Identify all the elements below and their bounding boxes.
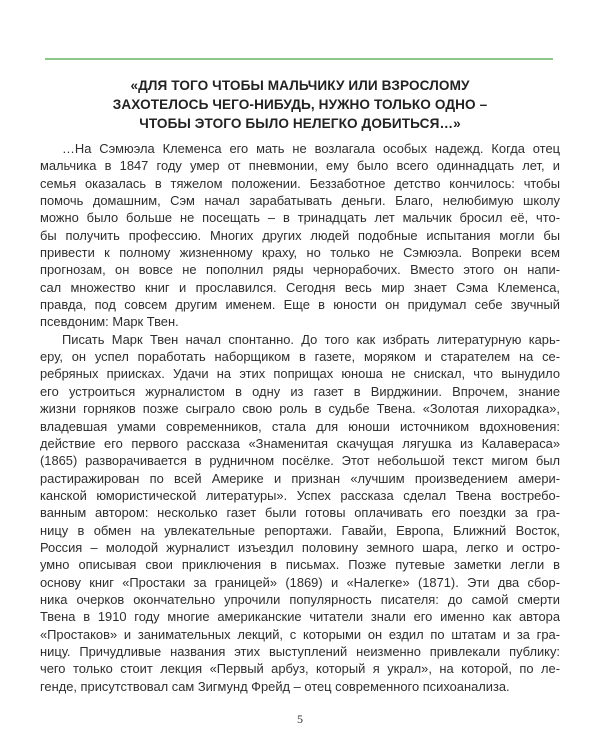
text-line: умно описывая свои приключения в письмах. Позже путевые заметки легли в — [40, 557, 560, 573]
text-line: мальчика в 1847 году умер от пневмонии, ему было всего одиннадцать лет, и — [40, 158, 560, 174]
paragraph-1 — [40, 140, 560, 331]
top-green-rule — [45, 58, 553, 60]
text-line: правда, под совсем другим именем. Еще в юности он придумал себе звучный — [40, 297, 560, 313]
text-line: можно было больше не посещать – в тринадцать лет мальчик бросил её, что- — [40, 210, 560, 226]
text-line: помочь домашним, Сэм начал зарабатывать деньги. Благо, нелюбимую школу — [40, 193, 560, 209]
text-line: владевшая умами современников, стала для юноши источником вдохновения: — [40, 418, 560, 434]
body-text — [40, 140, 560, 695]
text-line: канской юмористической литературы». Успех рассказа сделал Твена востребо- — [40, 487, 560, 503]
text-line: Твена в 1910 году многие американские читатели знали его именно как автора — [40, 609, 560, 625]
text-line: семья оказалась в тяжелом положении. Беззаботное детство кончилось: чтобы — [40, 175, 560, 191]
text-line: (1865) разворачивается в рудничном посёлке. Этот небольшой текст мигом был — [40, 453, 560, 469]
heading-line: ЧТОБЫ ЭТОГО БЫЛО НЕЛЕГКО ДОБИТЬСЯ…» — [139, 116, 461, 131]
text-line: генде, присутствовал сам Зигмунд Фрейд – отец современного психоанализа. — [40, 678, 510, 694]
text-line: основу книг «Простаки за границей» (1869) и «Налегке» (1871). Эти два сбор- — [40, 574, 560, 590]
text-line: жизни горняков позже сыграло свою роль в судьбе Твена. «Золотая лихорадка», — [40, 401, 560, 417]
text-line: «Простаков» и занимательных лекций, с которыми он ездил по штатам и за гра- — [40, 626, 560, 642]
chapter-heading-quote — [60, 76, 540, 133]
text-line: ванным автором: несколько газет были готовы оплачивать его поездки за гра- — [40, 505, 560, 521]
page-number: 5 — [297, 712, 303, 726]
paragraph-2 — [40, 331, 560, 695]
text-line: растиражирован по всей Америке и признан «лучшим произведением амери- — [40, 470, 560, 486]
text-line: еру, он успел поработать наборщиком в газете, моряком и старателем на се- — [40, 349, 560, 365]
text-line: Россия – молодой журналист изъездил половину земного шара, легко и остро- — [40, 539, 560, 555]
heading-line: ЗАХОТЕЛОСЬ ЧЕГО-НИБУДЬ, НУЖНО ТОЛЬКО ОДНО – — [112, 97, 488, 112]
text-line: ницу в обмен на увлекательные репортажи. Гавайи, Европа, Ближний Восток, — [40, 522, 560, 538]
text-line: ницу. Причудливые названия этих выступлений неизменно привлекали публику: — [40, 643, 560, 659]
text-line: …На Сэмюэла Клеменса его мать не возлагала особых надежд. Когда отец — [62, 141, 560, 156]
text-line: прогнозам, он вовсе не пополнил ряды чернорабочих. Вместо этого он напи- — [40, 262, 560, 278]
text-line: сал множество книг и прославился. Сегодня весь мир знает Сэма Клеменса, — [40, 279, 560, 295]
text-line: чего только стоит лекция «Первый арбуз, который я украл», на которой, по ле- — [40, 661, 560, 677]
text-line: ребряных приисках. Удачи на этих поприщах юноша не снискал, что вынудило — [40, 366, 560, 382]
text-line: псевдоним: Марк Твен. — [40, 314, 179, 330]
heading-line: «ДЛЯ ТОГО ЧТОБЫ МАЛЬЧИКУ ИЛИ ВЗРОСЛОМУ — [130, 78, 470, 93]
text-line: привести к полному жизненному краху, но только не Сэмюэла. Вопреки всем — [40, 245, 560, 261]
text-line: ника очерков окончательно упрочили популярность писателя: до самой смерти — [40, 591, 560, 607]
text-line: бы получить профессию. Многих других людей подобные испытания могли бы — [40, 227, 560, 243]
text-line: Писать Марк Твен начал спонтанно. До того как избрать литературную карь- — [62, 331, 560, 347]
text-line: действие его первого рассказа «Знаменитая скачущая лягушка из Калавераса» — [40, 435, 560, 451]
text-line: его устроиться журналистом в одну из газет в Вирджинии. Впрочем, знание — [40, 383, 560, 399]
